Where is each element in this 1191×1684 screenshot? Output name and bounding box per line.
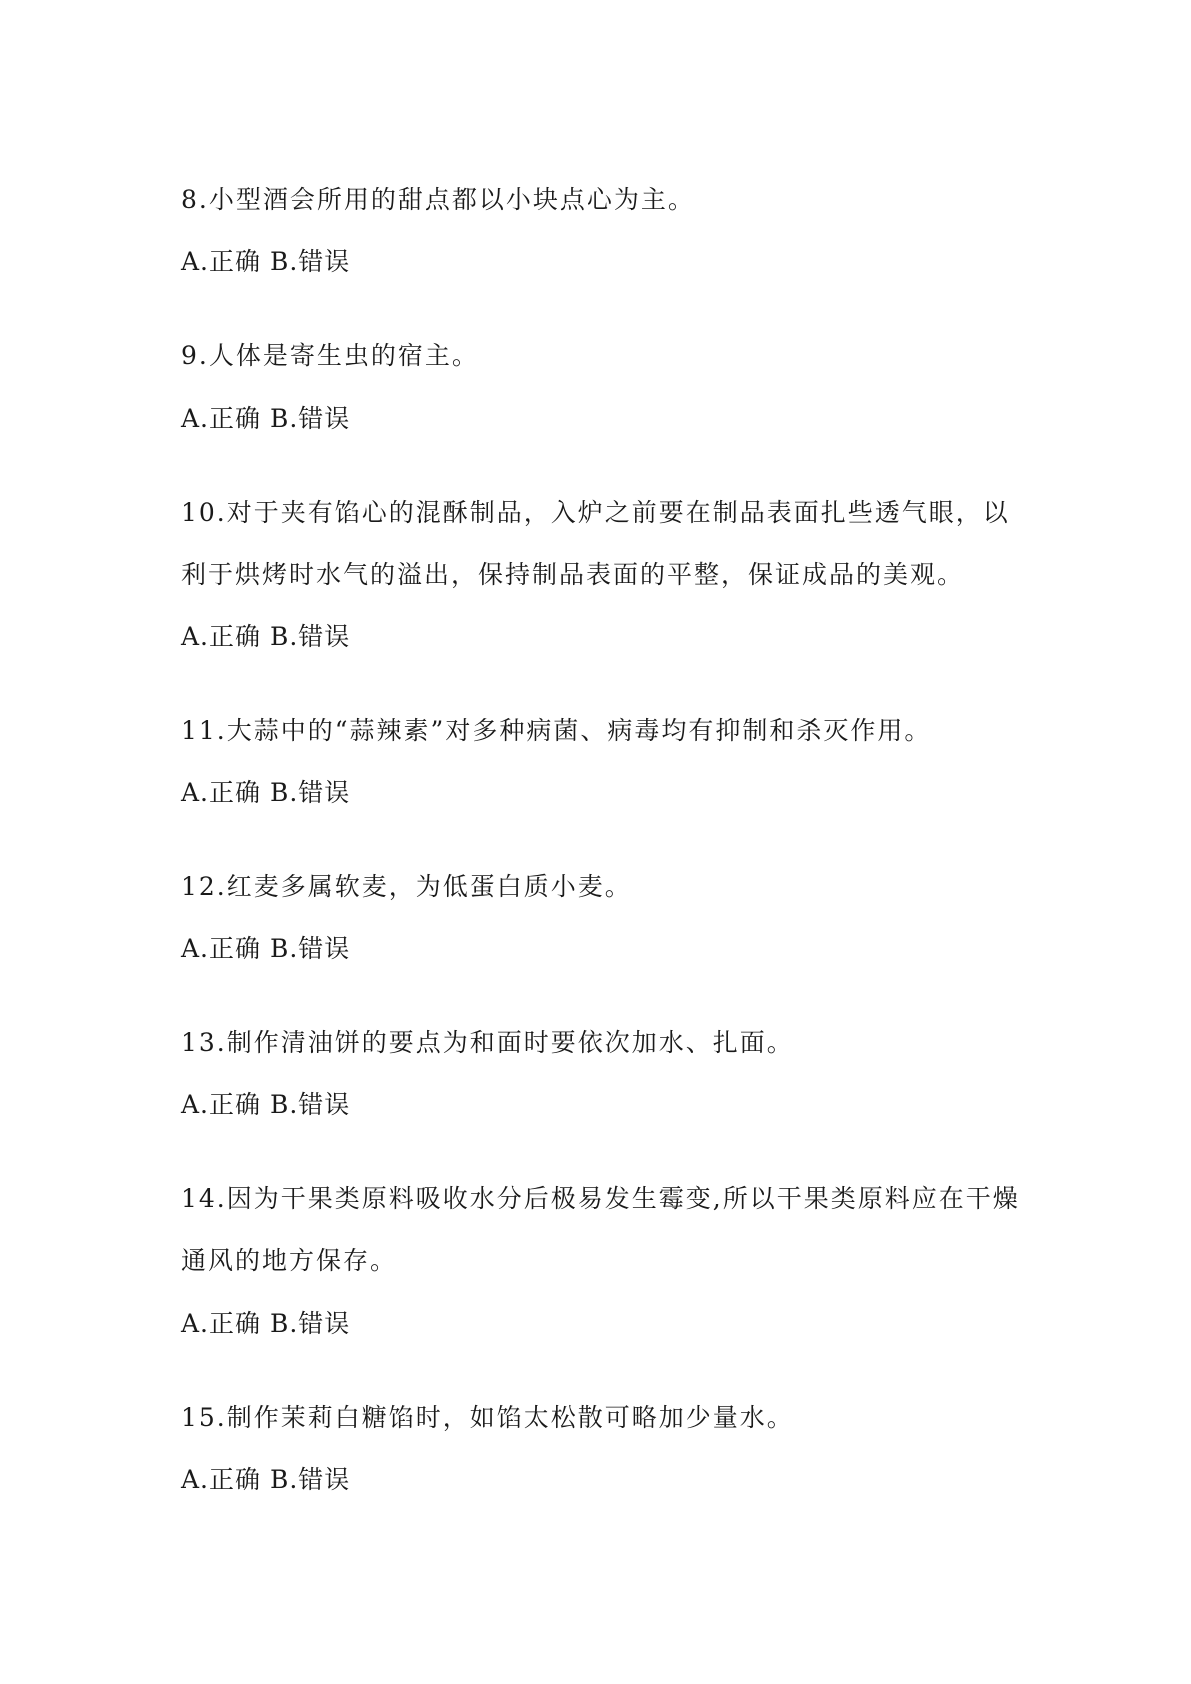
question-8-options: A.正确 B.错误: [181, 247, 351, 276]
question-11-options: A.正确 B.错误: [181, 778, 351, 807]
question-13-text: 13.制作清油饼的要点为和面时要依次加水、扎面。: [181, 1028, 794, 1057]
question-9-options: A.正确 B.错误: [181, 404, 351, 433]
question-15-options: A.正确 B.错误: [181, 1465, 351, 1494]
question-10-text-line-1: 10.对于夹有馅心的混酥制品，入炉之前要在制品表面扎些透气眼，以: [181, 498, 1010, 527]
question-14-text-line-2: 通风的地方保存。: [181, 1246, 398, 1275]
question-12-options: A.正确 B.错误: [181, 934, 351, 963]
question-10-options: A.正确 B.错误: [181, 622, 351, 651]
question-13-options: A.正确 B.错误: [181, 1090, 351, 1119]
question-10-text-line-2: 利于烘烤时水气的溢出，保持制品表面的平整，保证成品的美观。: [181, 560, 965, 589]
question-14-text-line-1: 14.因为干果类原料吸收水分后极易发生霉变,所以干果类原料应在干燥: [181, 1184, 1020, 1213]
question-12-text: 12.红麦多属软麦，为低蛋白质小麦。: [181, 872, 632, 901]
question-11-text: 11.大蒜中的“蒜辣素”对多种病菌、病毒均有抑制和杀灭作用。: [181, 716, 932, 745]
question-9-text: 9.人体是寄生虫的宿主。: [181, 341, 479, 370]
question-14-options: A.正确 B.错误: [181, 1309, 351, 1338]
question-15-text: 15.制作茉莉白糖馅时，如馅太松散可略加少量水。: [181, 1403, 794, 1432]
question-8-text: 8.小型酒会所用的甜点都以小块点心为主。: [181, 185, 695, 214]
